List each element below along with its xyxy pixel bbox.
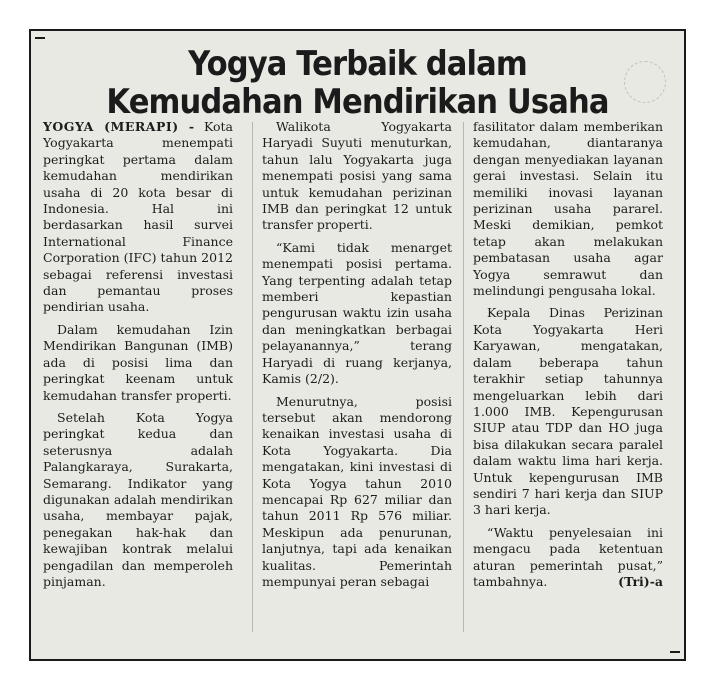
headline: [31, 44, 684, 122]
headline-line-2: Kemudahan Mendirikan Usaha: [106, 81, 609, 122]
stamp-mark: [624, 61, 666, 103]
article-column-3: [473, 119, 663, 596]
article-column-1: [43, 119, 233, 596]
dateline: YOGYA (MERAPI) -: [43, 119, 195, 134]
article-column-2: [262, 119, 452, 596]
paragraph: Walikota Yogyakarta Haryadi Suyuti menuturkan, tahun lalu Yogyakarta juga menempati posisi yang sama untuk kemudahan perizinan IMB dan peringkat 12 untuk transfer properti.: [262, 119, 452, 233]
paragraph: “Kami tidak menarget menempati posisi pertama. Yang terpenting adalah tetap memberi kepastian pengurusan waktu izin usaha dan meningkatkan berbagai pelayanannya,” terang Haryadi di ruang kerjanya, Kamis (2/2).: [262, 239, 452, 387]
corner-mark: [35, 37, 45, 39]
paragraph: Kepala Dinas Perizinan Kota Yogyakarta Heri Karyawan, mengatakan, dalam beberapa tahun terakhir setiap tahunnya mengeluarkan lebih dari 1.000 IMB. Kepengurusan SIUP atau TDP dan HO juga bisa dilakukan secara paralel dalam waktu lima hari kerja. Untuk kepengurusan IMB sendiri 7 hari kerja dan SIUP 3 hari kerja.: [473, 305, 663, 518]
paragraph-text: Kota Yogyakarta menempati peringkat pertama dalam kemudahan mendirikan usaha di 20 kota besar di Indonesia. Hal ini berdasarkan hasil survei International Finance Corporation (IFC) tahun 2012 sebagai referensi investasi dan pemantau proses pendirian usaha.: [43, 119, 233, 315]
paragraph: [43, 119, 233, 316]
corner-mark: [670, 651, 680, 653]
byline: (Tri)-a: [618, 573, 663, 589]
paragraph-text: “Waktu penyelesaian ini mengacu pada ketentuan aturan pemerintah pusat,” tambahnya.: [473, 524, 663, 589]
paragraph: Menurutnya, posisi tersebut akan mendorong kenaikan investasi usaha di Kota Yogyakarta. Dia mengatakan, kini investasi di Kota Yogya tahun 2010 mencapai Rp 627 miliar dan tahun 2011 Rp 576 miliar. Meskipun ada penurunan, lanjutnya, tapi ada kenaikan kualitas. Pemerintah mempunyai peran sebagai: [262, 393, 452, 589]
paragraph: Setelah Kota Yogya peringkat kedua dan seterusnya adalah Palangkaraya, Surakarta, Semarang. Indikator yang digunakan adalah mendirikan usaha, membayar pajak, penegakan hak-hak dan kewajiban kontrak melalui pengadilan dan memperoleh pinjaman.: [43, 409, 233, 589]
column-divider: [463, 122, 464, 632]
headline-line-1: Yogya Terbaik dalam: [188, 44, 527, 84]
paragraph: Dalam kemudahan Izin Mendirikan Bangunan (IMB) ada di posisi lima dan peringkat keenam untuk kemudahan transfer properti.: [43, 321, 233, 403]
paragraph: [473, 525, 663, 591]
paragraph: fasilitator dalam memberikan kemudahan, diantaranya dengan menyediakan layanan gerai investasi. Selain itu memiliki inovasi layanan perizinan usaha pararel. Meski demikian, pemkot tetap akan melakukan pembatasan usaha agar Yogya semrawut dan melindungi pengusaha lokal.: [473, 119, 663, 299]
column-divider: [252, 122, 253, 632]
